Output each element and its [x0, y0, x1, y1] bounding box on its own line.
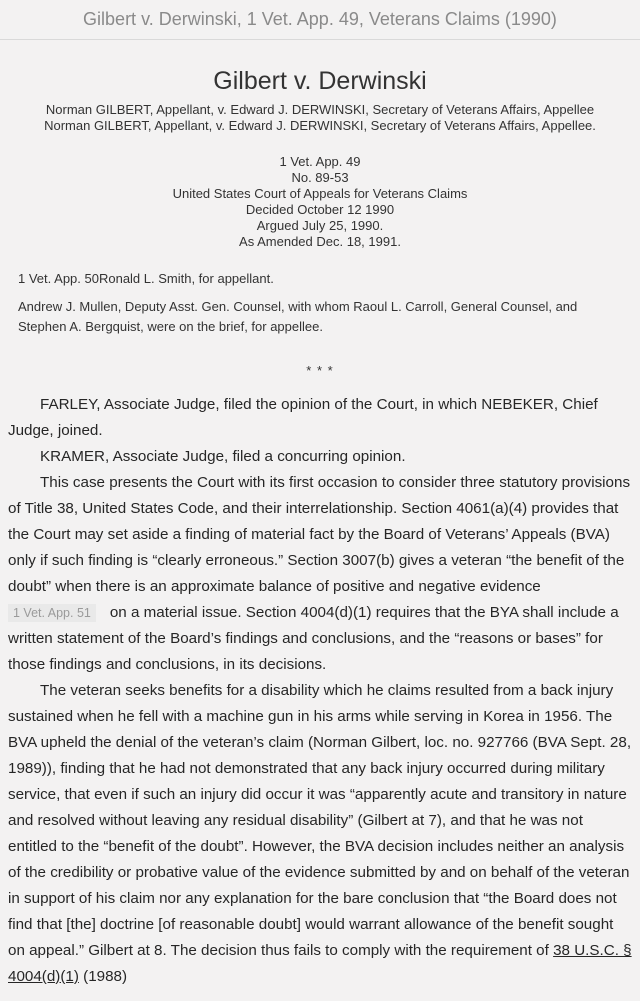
counsel-appellee: Andrew J. Mullen, Deputy Asst. Gen. Counsel, with whom Raoul L. Carroll, General Counsel, and Stephen A. Bergquist, were on the brief, for appellee. — [18, 299, 578, 334]
citation-argued: Argued July 25, 1990. — [256, 218, 384, 233]
page-marker: 1 Vet. App. 51 — [8, 604, 96, 622]
citation-docket: No. 89-53 — [291, 170, 349, 185]
case-parties — [8, 102, 632, 134]
opinion-paragraph — [8, 678, 632, 990]
document-body — [0, 67, 640, 990]
opinion-paragraph: FARLEY, Associate Judge, filed the opinion of the Court, in which NEBEKER, Chief Judge, joined. — [8, 396, 598, 439]
citation-amended: As Amended Dec. 18, 1991. — [239, 234, 401, 249]
document-header — [0, 0, 640, 40]
opinion-text-span: The veteran seeks benefits for a disability which he claims resulted from a back injury sustained when he fell with a machine gun in his arms while serving in Korea in 1956. The BVA upheld the denial of the veteran’s claim (Norman Gilbert, loc. no. 927766 (BVA Sept. 28, 1989)), finding that he had not demonstrated that any back injury occurred during military service, that even if such an injury did occur it was “apparently acute and transitory in nature and resolved without leaving any residual disability” (Gilbert at 7), and that he was not entitled to the “benefit of the doubt”. However, the BVA decision includes neither an analysis of the credibility or probative value of the evidence submitted by and on behalf of the veteran in support of his claim nor any explanation for the bare conclusion that “the Board does not find that [the] doctrine [of reasonable doubt] would warrant allowance of the benefit sought on appeal.” Gilbert at 8. The decision thus fails to comply with the requirement of — [8, 682, 632, 959]
statute-citation-link[interactable]: 38 U.S.C. § 4004(d)(1) — [8, 942, 632, 985]
opinion-text-span: (1988) — [83, 968, 128, 985]
counsel-section — [8, 269, 632, 337]
case-title: Gilbert v. Derwinski — [213, 67, 427, 95]
opinion-text — [8, 392, 632, 990]
opinion-text-span: on a material issue. Section 4004(d)(1) requires that the BYA shall include a written statement of the Board’s findings and conclusions, and the “reasons or bases” for those findings and conclusions, in its decisions. — [8, 604, 619, 673]
header-title: Gilbert v. Derwinski, 1 Vet. App. 49, Veterans Claims (1990) — [83, 9, 557, 29]
parties-line: Norman GILBERT, Appellant, v. Edward J. DERWINSKI, Secretary of Veterans Affairs, Appellee — [45, 102, 595, 117]
page-marker: 1 Vet. App. 50 — [18, 271, 99, 286]
case-citation — [8, 154, 632, 250]
section-separator: * * * — [306, 363, 334, 378]
citation-court: United States Court of Appeals for Veterans Claims — [172, 186, 468, 201]
opinion-paragraph — [8, 470, 632, 678]
opinion-text-span: This case presents the Court with its first occasion to consider three statutory provisions of Title 38, United States Code, and their interrelationship. Section 4061(a)(4) provides that the Court may set aside a finding of material fact by the Board of Veterans’ Appeals (BVA) only if such finding is “clearly erroneous.” Section 3007(b) gives a veteran “the benefit of the doubt” when there is an approximate balance of positive and negative evidence — [8, 474, 631, 595]
citation-decided: Decided October 12 1990 — [245, 202, 395, 217]
counsel-appellant-text: Ronald L. Smith, for appellant. — [98, 271, 274, 286]
opinion-paragraph: KRAMER, Associate Judge, filed a concurring opinion. — [40, 448, 406, 465]
counsel-appellant — [18, 269, 626, 289]
citation-reporter: 1 Vet. App. 49 — [279, 154, 361, 169]
parties-line: Norman GILBERT, Appellant, v. Edward J. DERWINSKI, Secretary of Veterans Affairs, Appellee. — [44, 118, 596, 133]
